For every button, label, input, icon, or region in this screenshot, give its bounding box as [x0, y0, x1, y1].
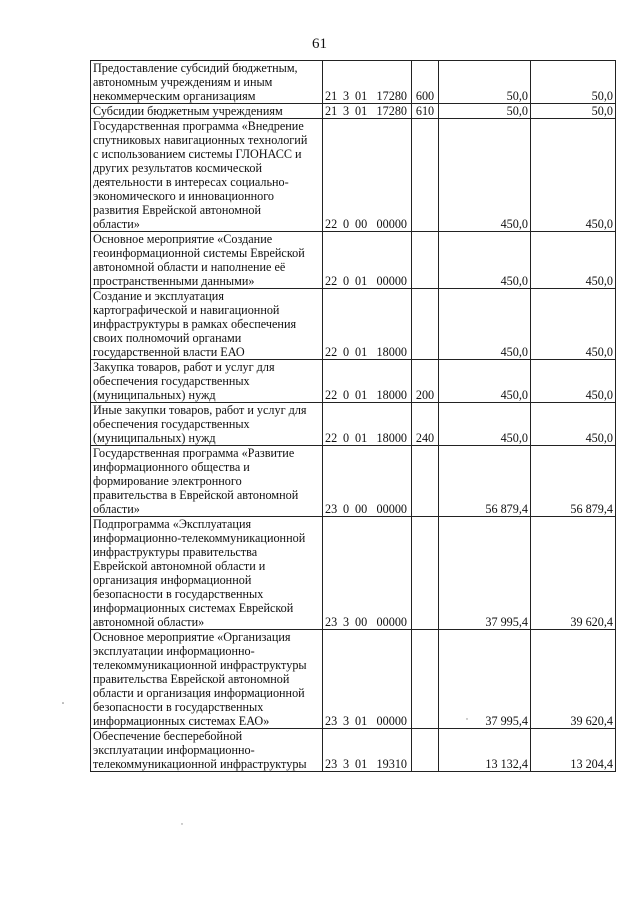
budget-table-body [91, 61, 616, 772]
amount-year2-cell: 450,0 [531, 289, 616, 360]
code-part: 0 [343, 217, 350, 231]
code-part: 18000 [376, 345, 407, 359]
code-part: 3 [343, 757, 350, 771]
code-part: 01 [355, 757, 368, 771]
amount-year1-cell: 50,0 [439, 104, 531, 119]
amount-year1-cell: 56 879,4 [439, 446, 531, 517]
row-name-cell [91, 630, 323, 729]
amount-year1-cell: 450,0 [439, 360, 531, 403]
classification-code-cell [323, 104, 412, 119]
table-row [91, 360, 616, 403]
expense-type-cell: 240 [412, 403, 439, 446]
row-name-cell [91, 289, 323, 360]
row-name-line: информационно-телекоммуникационной [93, 531, 306, 545]
amount-year1-cell: 37 995,4 [439, 630, 531, 729]
code-part: 00000 [376, 217, 407, 231]
row-name-line: безопасности в государственных [93, 587, 264, 601]
amount-year1-cell: 13 132,4 [439, 729, 531, 772]
row-name-line: Субсидии бюджетным учреждениям [93, 104, 283, 118]
row-name-line: (муниципальных) нужд [93, 431, 216, 445]
amount-year1-cell: 37 995,4 [439, 517, 531, 630]
code-part: 3 [343, 714, 350, 728]
row-name-cell [91, 729, 323, 772]
code-part: 0 [343, 502, 350, 516]
amount-year2-cell: 50,0 [531, 61, 616, 104]
row-name-line: информационных системах Еврейской [93, 601, 294, 615]
row-name-line: Государственная программа «Развитие [93, 446, 295, 460]
row-name-line: картографической и навигационной [93, 303, 280, 317]
code-part: 23 [325, 757, 338, 771]
expense-type-cell [412, 119, 439, 232]
row-name-line: (муниципальных) нужд [93, 388, 216, 402]
code-part: 00 [355, 502, 368, 516]
code-part: 23 [325, 502, 338, 516]
table-row [91, 289, 616, 360]
expense-type-cell: 600 [412, 61, 439, 104]
row-name-line: Предоставление субсидий бюджетным, [93, 61, 298, 75]
row-name-line: правительства в Еврейской автономной [93, 488, 299, 502]
row-name-line: Основное мероприятие «Организация [93, 630, 291, 644]
code-part: 00000 [376, 274, 407, 288]
row-name-line: эксплуатации информационно- [93, 644, 255, 658]
page-number: 61 [312, 36, 327, 52]
code-part: 18000 [376, 431, 407, 445]
row-name-line: с использованием системы ГЛОНАСС и [93, 147, 302, 161]
code-part: 23 [325, 615, 338, 629]
row-name-line: Закупка товаров, работ и услуг для [93, 360, 275, 374]
amount-year1-cell: 450,0 [439, 119, 531, 232]
row-name-cell [91, 446, 323, 517]
classification-code-cell [323, 517, 412, 630]
expense-type-cell [412, 729, 439, 772]
row-name-cell [91, 61, 323, 104]
classification-code-cell [323, 403, 412, 446]
row-name-line: телекоммуникационной инфраструктуры [93, 757, 307, 771]
table-row [91, 729, 616, 772]
amount-year1-cell: 50,0 [439, 61, 531, 104]
row-name-line: Обеспечение бесперебойной [93, 729, 243, 743]
row-name-cell [91, 104, 323, 119]
row-name-line: Подпрограмма «Эксплуатация [93, 517, 252, 531]
code-part: 00 [355, 615, 368, 629]
row-name-line: развития Еврейской автономной [93, 203, 262, 217]
code-part: 3 [343, 615, 350, 629]
row-name-line: телекоммуникационной инфраструктуры [93, 658, 307, 672]
expense-type-cell [412, 232, 439, 289]
row-name-line: Создание и эксплуатация [93, 289, 224, 303]
table-row [91, 403, 616, 446]
amount-year2-cell: 450,0 [531, 119, 616, 232]
code-part: 19310 [376, 757, 407, 771]
row-name-line: пространственными данными» [93, 274, 255, 288]
amount-year1-cell: 450,0 [439, 403, 531, 446]
row-name-line: автономной области и наполнение её [93, 260, 286, 274]
code-part: 0 [343, 345, 350, 359]
amount-year2-cell: 39 620,4 [531, 630, 616, 729]
code-part: 0 [343, 388, 350, 402]
classification-code-cell [323, 289, 412, 360]
row-name-cell [91, 232, 323, 289]
classification-code-cell [323, 360, 412, 403]
code-part: 0 [343, 274, 350, 288]
amount-year2-cell: 39 620,4 [531, 517, 616, 630]
code-part: 3 [343, 104, 350, 118]
table-row [91, 119, 616, 232]
row-name-line: своих полномочий органами [93, 331, 242, 345]
expense-type-cell [412, 517, 439, 630]
row-name-line: Иные закупки товаров, работ и услуг для [93, 403, 307, 417]
row-name-line: организация информационной [93, 573, 252, 587]
row-name-line: Государственная программа «Внедрение [93, 119, 304, 133]
expense-type-cell [412, 446, 439, 517]
amount-year2-cell: 56 879,4 [531, 446, 616, 517]
row-name-line: деятельности в интересах социально- [93, 175, 289, 189]
code-part: 0 [343, 431, 350, 445]
row-name-line: правительства Еврейской автономной [93, 672, 290, 686]
row-name-line: области» [93, 217, 140, 231]
row-name-line: Основное мероприятие «Создание [93, 232, 273, 246]
table-row [91, 630, 616, 729]
code-part: 3 [343, 89, 350, 103]
expense-type-cell: 610 [412, 104, 439, 119]
code-part: 01 [355, 274, 368, 288]
row-name-cell [91, 403, 323, 446]
code-part: 01 [355, 431, 368, 445]
row-name-cell [91, 360, 323, 403]
amount-year2-cell: 450,0 [531, 360, 616, 403]
amount-year1-cell: 450,0 [439, 289, 531, 360]
code-part: 22 [325, 345, 338, 359]
code-part: 21 [325, 89, 338, 103]
row-name-line: безопасности в государственных [93, 700, 264, 714]
table-row [91, 104, 616, 119]
row-name-line: формирование электронного [93, 474, 242, 488]
classification-code-cell [323, 630, 412, 729]
code-part: 23 [325, 714, 338, 728]
row-name-line: экономического и инновационного [93, 189, 275, 203]
amount-year2-cell: 50,0 [531, 104, 616, 119]
code-part: 22 [325, 217, 338, 231]
classification-code-cell [323, 446, 412, 517]
code-part: 00 [355, 217, 368, 231]
code-part: 22 [325, 388, 338, 402]
code-part: 01 [355, 104, 368, 118]
row-name-line: некоммерческим организациям [93, 89, 256, 103]
scan-speck [181, 823, 182, 824]
expense-type-cell: 200 [412, 360, 439, 403]
classification-code-cell [323, 61, 412, 104]
code-part: 17280 [376, 104, 407, 118]
row-name-line: спутниковых навигационных технологий [93, 133, 308, 147]
classification-code-cell [323, 729, 412, 772]
row-name-line: обеспечения государственных [93, 374, 250, 388]
row-name-line: государственной власти ЕАО [93, 345, 245, 359]
classification-code-cell [323, 119, 412, 232]
row-name-line: области и организация информационной [93, 686, 305, 700]
table-row [91, 232, 616, 289]
table-row [91, 446, 616, 517]
scan-speck [62, 702, 64, 704]
row-name-line: геоинформационной системы Еврейской [93, 246, 305, 260]
amount-year2-cell: 13 204,4 [531, 729, 616, 772]
expense-type-cell [412, 289, 439, 360]
budget-table [90, 60, 616, 772]
row-name-line: эксплуатации информационно- [93, 743, 255, 757]
row-name-line: области» [93, 502, 140, 516]
code-part: 17280 [376, 89, 407, 103]
row-name-line: автономным учреждениям и иным [93, 75, 273, 89]
row-name-cell [91, 119, 323, 232]
code-part: 18000 [376, 388, 407, 402]
code-part: 00000 [376, 615, 407, 629]
code-part: 01 [355, 345, 368, 359]
amount-year1-cell: 450,0 [439, 232, 531, 289]
code-part: 00000 [376, 714, 407, 728]
row-name-line: инфраструктуры правительства [93, 545, 258, 559]
row-name-line: информационного общества и [93, 460, 250, 474]
expense-type-cell [412, 630, 439, 729]
row-name-line: автономной области» [93, 615, 205, 629]
code-part: 22 [325, 274, 338, 288]
code-part: 01 [355, 89, 368, 103]
code-part: 21 [325, 104, 338, 118]
table-row [91, 61, 616, 104]
table-row [91, 517, 616, 630]
row-name-cell [91, 517, 323, 630]
row-name-line: других результатов космической [93, 161, 262, 175]
row-name-line: информационных системах ЕАО» [93, 714, 270, 728]
code-part: 22 [325, 431, 338, 445]
code-part: 01 [355, 388, 368, 402]
code-part: 00000 [376, 502, 407, 516]
row-name-line: инфраструктуры в рамках обеспечения [93, 317, 297, 331]
amount-year2-cell: 450,0 [531, 403, 616, 446]
code-part: 01 [355, 714, 368, 728]
amount-year2-cell: 450,0 [531, 232, 616, 289]
row-name-line: обеспечения государственных [93, 417, 250, 431]
classification-code-cell [323, 232, 412, 289]
row-name-line: Еврейской автономной области и [93, 559, 266, 573]
